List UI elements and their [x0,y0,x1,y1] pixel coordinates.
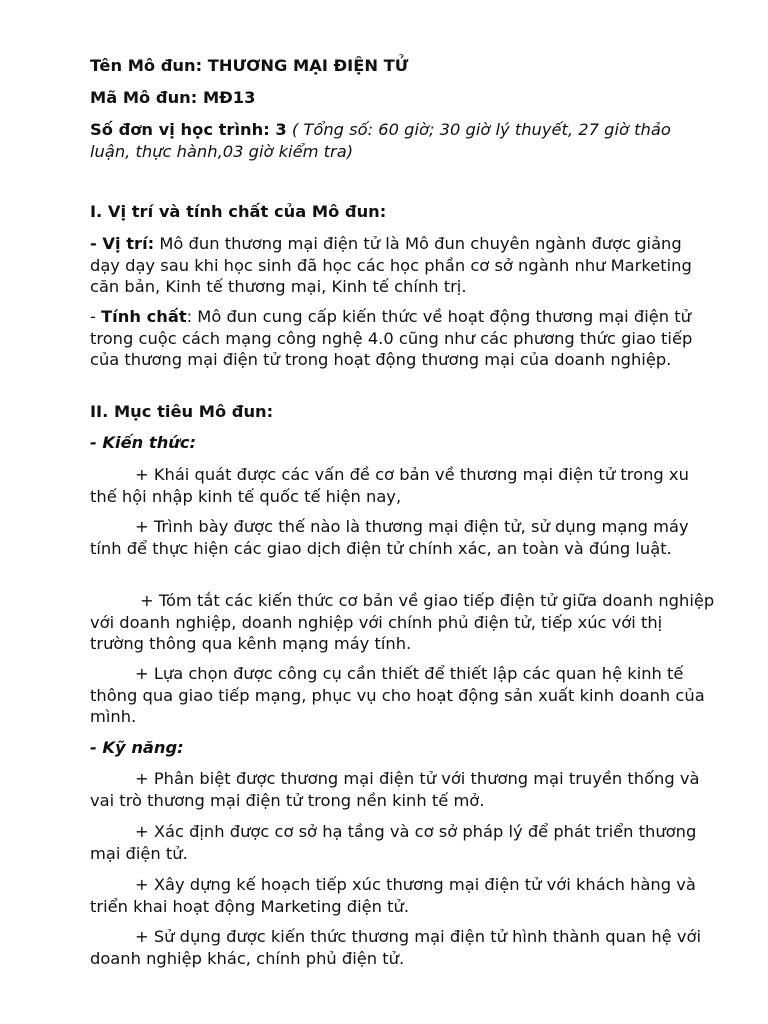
knowledge-item: + Khái quát được các vấn đề cơ bản về thương mại điện tử trong xu thế hội nhập kinh tế quốc tế hiện nay, [90,465,689,506]
skills-item: + Sử dụng được kiến thức thương mại điện tử hình thành quan hệ với doanh nghiệp khác, chính phủ điện tử. [90,927,701,968]
module-name-line [90,55,716,77]
skills-item: + Phân biệt được thương mại điện tử với thương mại truyền thống và vai trò thương mại điện tử trong nền kinh tế mở. [90,769,700,810]
nature-text: : Mô đun cung cấp kiến thức về hoạt động thương mại điện tử trong cuộc cách mạng công nghệ 4.0 cũng như các phương thức giao tiếp của thương mại điện tử trong hoạt động thương mại của doanh nghiệp. [90,307,693,369]
module-code-value: MĐ13 [202,88,256,107]
position-paragraph [90,233,716,298]
knowledge-item: + Lựa chọn được công cụ cần thiết để thiết lập các quan hệ kinh tế thông qua giao tiếp mạng, phục vụ cho hoạt động sản xuất kinh doanh của mình. [90,664,705,726]
module-name-value: THƯƠNG MẠI ĐIỆN TỬ [207,56,409,75]
credit-units-line [90,119,716,162]
nature-label: Tính chất [101,307,187,326]
section1-heading: I. Vị trí và tính chất của Mô đun: [90,202,387,221]
module-code-label: Mã Mô đun: [90,88,203,107]
position-text: Mô đun thương mại điện tử là Mô đun chuyên ngành được giảng dạy dạy sau khi học sinh đã học các học phần cơ sở ngành như Marketing căn bản, Kinh tế thương mại, Kinh tế chính trị. [90,234,692,296]
skills-item: + Xác định được cơ sở hạ tầng và cơ sở pháp lý để phát triển thương mại điện tử. [90,822,697,863]
credit-units-label: Số đơn vị học trình: 3 [90,120,287,139]
knowledge-item: + Trình bày được thế nào là thương mại điện tử, sử dụng mạng máy tính để thực hiện các giao dịch điện tử chính xác, an toàn và đúng luật. [90,517,689,558]
module-name-label: Tên Mô đun: [90,56,208,75]
module-code-line [90,87,716,109]
skills-item: + Xây dựng kế hoạch tiếp xúc thương mại điện tử với khách hàng và triển khai hoạt động Marketing điện tử. [90,875,696,916]
section2-heading: II. Mục tiêu Mô đun: [90,402,274,421]
skills-heading: - Kỹ năng: [90,738,184,757]
knowledge-item: + Tóm tắt các kiến thức cơ bản về giao tiếp điện tử giữa doanh nghiệp với doanh nghiệp, doanh nghiệp với chính phủ điện tử, tiếp xúc với thị trường thông qua kênh mạng máy tính. [90,591,715,653]
nature-paragraph [90,306,716,371]
position-label: - Vị trí: [90,234,155,253]
nature-prefix: - [90,307,102,326]
knowledge-heading: - Kiến thức: [90,433,197,452]
credit-units-note: ( Tổng số: 60 giờ; 30 giờ lý thuyết, 27 giờ thảo luận, thực hành,03 giờ kiểm tra) [90,120,671,161]
